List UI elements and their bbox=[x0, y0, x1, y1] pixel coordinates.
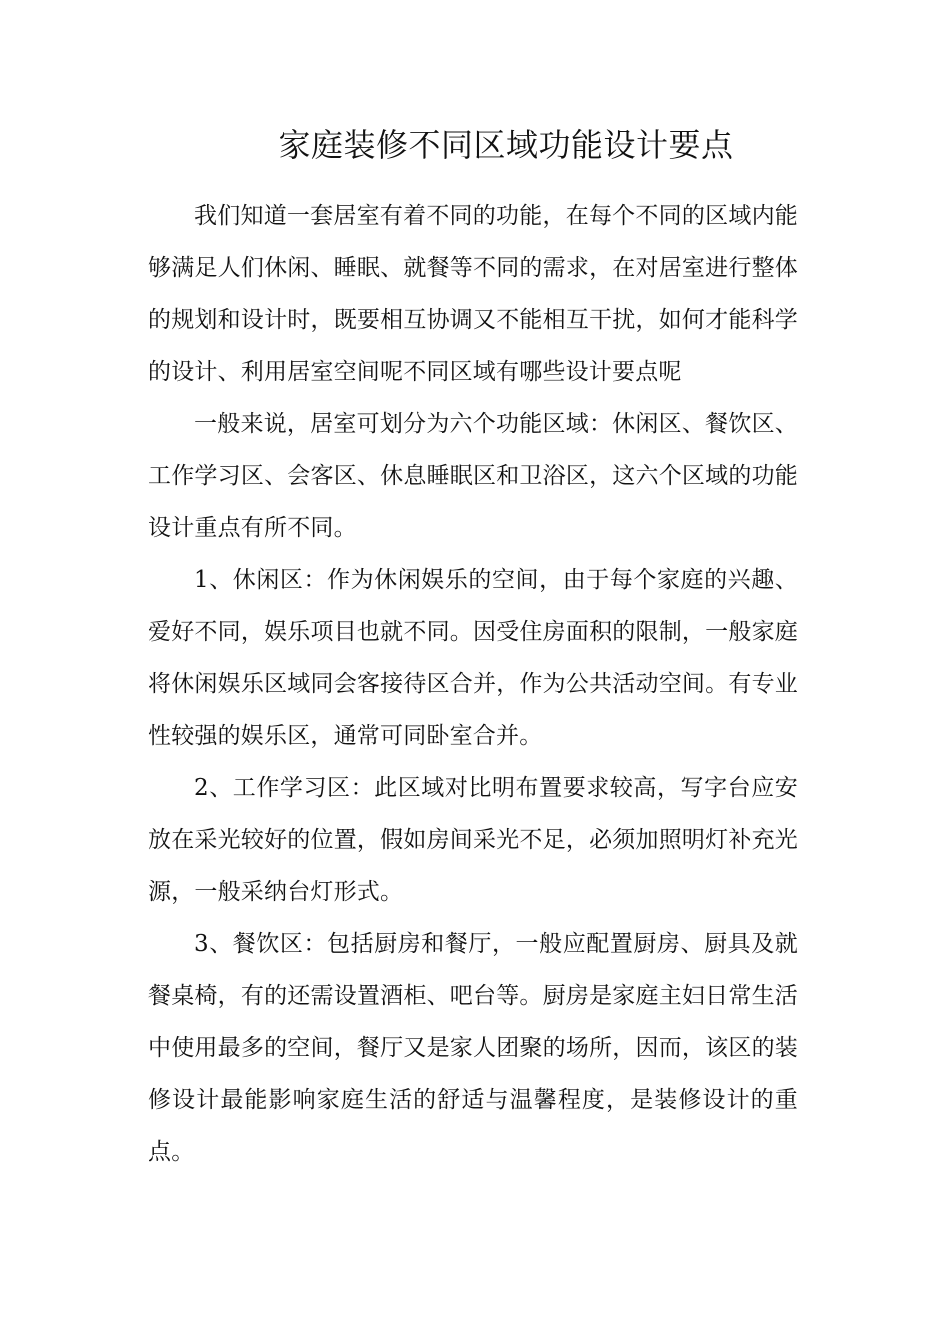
document-body bbox=[148, 190, 798, 1178]
paragraph-zones-overview: 一般来说，居室可划分为六个功能区域：休闲区、餐饮区、工作学习区、会客区、休息睡眠区和卫浴区，这六个区域的功能设计重点有所不同。 bbox=[148, 411, 798, 541]
paragraph-dining-zone: 3、餐饮区：包括厨房和餐厅，一般应配置厨房、厨具及就餐桌椅，有的还需设置酒柜、吧台等。厨房是家庭主妇日常生活中使用最多的空间，餐厅又是家人团聚的场所，因而，该区的装修设计最能影响家庭生活的舒适与温馨程度，是装修设计的重点。 bbox=[148, 931, 798, 1165]
document-title: 家庭装修不同区域功能设计要点 bbox=[278, 126, 734, 164]
paragraph-leisure-zone: 1、休闲区：作为休闲娱乐的空间，由于每个家庭的兴趣、爱好不同，娱乐项目也就不同。因受住房面积的限制，一般家庭将休闲娱乐区域同会客接待区合并，作为公共活动空间。有专业性较强的娱乐区，通常可同卧室合并。 bbox=[148, 567, 798, 749]
paragraph-study-zone: 2、工作学习区：此区域对比明布置要求较高，写字台应安放在采光较好的位置，假如房间采光不足，必须加照明灯补充光源，一般采纳台灯形式。 bbox=[148, 775, 798, 905]
paragraph-intro: 我们知道一套居室有着不同的功能，在每个不同的区域内能够满足人们休闲、睡眠、就餐等不同的需求，在对居室进行整体的规划和设计时，既要相互协调又不能相互干扰，如何才能科学的设计、利用居室空间呢不同区域有哪些设计要点呢 bbox=[148, 203, 798, 385]
